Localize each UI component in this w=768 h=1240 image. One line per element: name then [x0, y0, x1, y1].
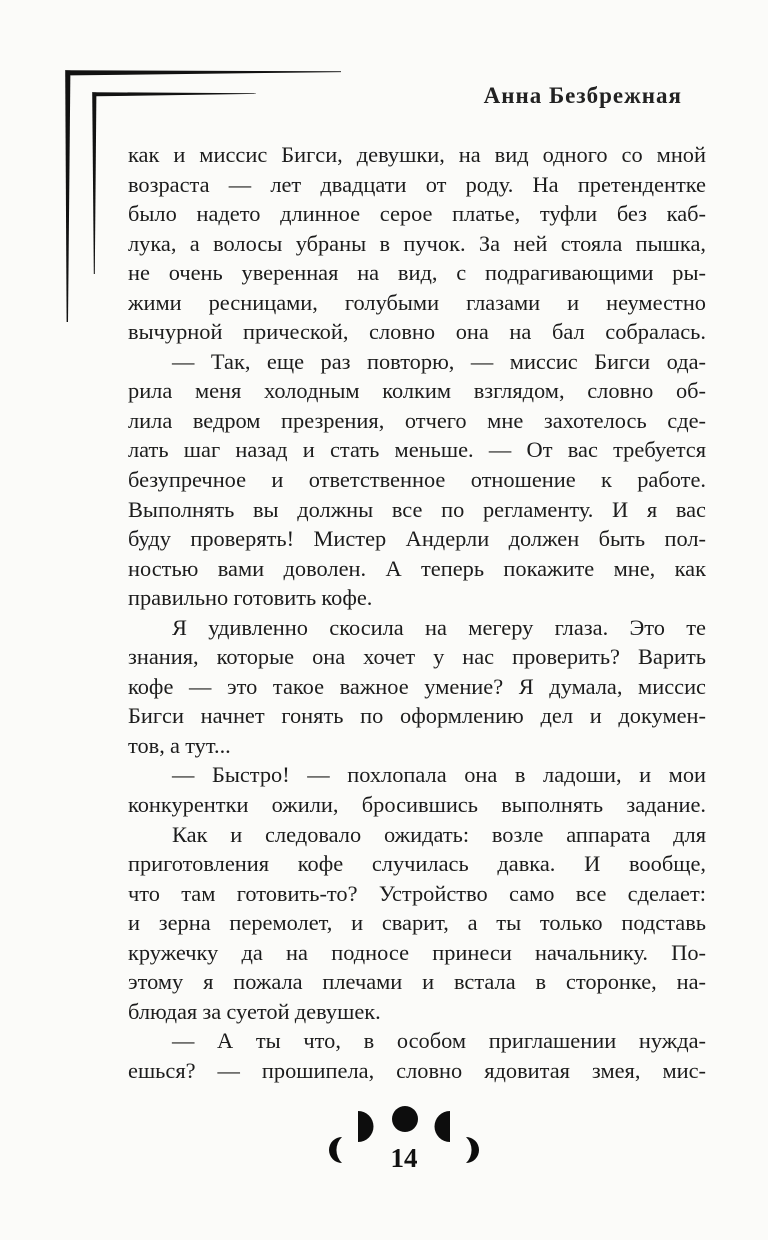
text-line: как и миссис Бигси, девушки, на вид одного со мной [128, 142, 706, 167]
body-text [128, 140, 706, 1086]
text-line: ностью вами доволен. А теперь покажите мне, как [128, 555, 706, 581]
text-line: лать шаг назад и стать меньше. — От вас требуется [128, 437, 706, 463]
half-moon-left-icon [358, 1111, 374, 1142]
text-line: возраста — лет двадцати от роду. На претендентке [128, 171, 706, 197]
text-line: конкурентки ожили, бросившись выполнять задание. [128, 792, 706, 818]
text-line: лука, а волосы убраны в пучок. За ней стояла пышка, [128, 230, 706, 256]
text-line: блюдая за суетой девушек. [128, 998, 381, 1024]
text-line: рила меня холодным колким взглядом, словно об- [128, 378, 706, 404]
text-line: — А ты что, в особом приглашении нужда- [172, 1028, 706, 1054]
text-line: — Быстро! — похлопала она в ладоши, и мои [172, 762, 706, 788]
text-line: — Так, еще раз повторю, — миссис Бигси ода- [172, 348, 706, 374]
page-footer [328, 1104, 480, 1176]
text-line: этому я пожала плечами и встала в сторонке, на- [128, 969, 706, 995]
text-line: ешься? — прошипела, словно ядовитая змея, мис- [128, 1057, 706, 1083]
text-line: лила ведром презрения, отчего мне захотелось сде- [128, 407, 706, 433]
text-line: что там готовить-то? Устройство само все сделает: [128, 880, 706, 906]
text-line: знания, которые она хочет у нас проверить? Варить [128, 644, 706, 670]
text-line: Бигси начнет гонять по оформлению дел и докумен- [128, 703, 706, 729]
text-line: не очень уверенная на вид, с подрагивающими ры- [128, 260, 706, 286]
text-line: приготовления кофе случилась давка. И вообще, [128, 851, 706, 877]
text-line: тов, а тут... [128, 732, 231, 758]
half-moon-right-icon [435, 1111, 451, 1142]
full-moon-icon [392, 1106, 418, 1132]
text-line: правильно готовить кофе. [128, 585, 373, 611]
text-line: безупречное и ответственное отношение к работе. [128, 467, 706, 493]
text-line: буду проверять! Мистер Андерли должен быть пол- [128, 526, 706, 552]
text-line: кофе — это такое важное умение? Я думала, миссис [128, 673, 706, 699]
running-header-author: Анна Безбрежная [483, 83, 682, 108]
text-line: Как и следовало ожидать: возле аппарата для [172, 821, 706, 847]
text-line: Выполнять вы должны все по регламенту. И я вас [128, 496, 706, 522]
text-line: жими ресницами, голубыми глазами и неуместно [128, 289, 706, 315]
text-line: кружечку да на подносе принеси начальнику. По- [128, 939, 706, 965]
text-line: и зерна перемолет, и сварит, а ты только подставь [128, 910, 706, 936]
text-line: Я удивленно скосила на мегеру глаза. Это те [172, 614, 706, 640]
text-line: было надето длинное серое платье, туфли без каб- [128, 201, 706, 227]
text-line: вычурной прической, словно она на бал собралась. [128, 319, 706, 345]
page-number: 14 [390, 1143, 418, 1173]
